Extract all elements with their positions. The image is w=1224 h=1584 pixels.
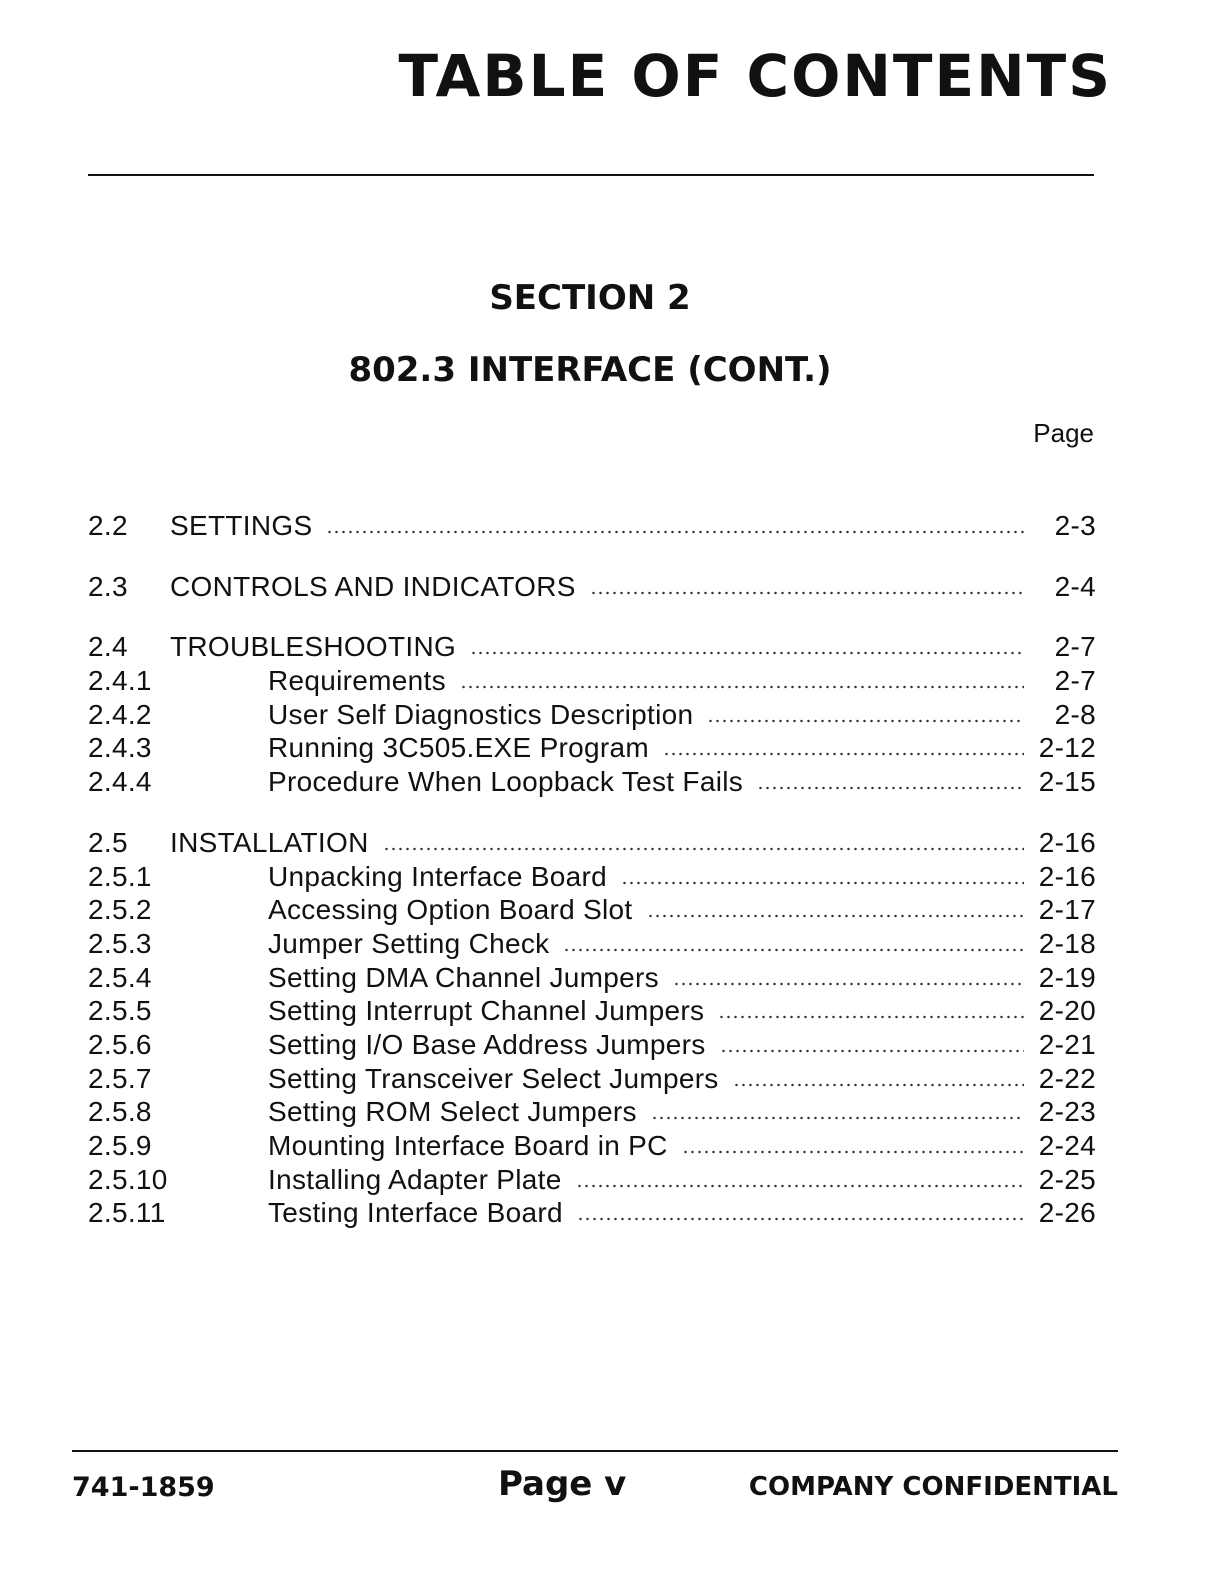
toc-entry-title: Mounting Interface Board in PC: [268, 1130, 668, 1161]
page-number: Page v: [498, 1464, 627, 1504]
toc-entry: [88, 732, 1096, 766]
toc-entry-title: Requirements: [268, 665, 446, 697]
toc-dot-leader: [576, 1183, 1024, 1189]
toc-entry: [88, 699, 1096, 733]
toc-entry-page: 2-7: [1054, 631, 1096, 663]
toc-entry-number: 2.5: [88, 826, 128, 858]
table-of-contents: [88, 510, 1096, 1258]
toc-entry: [88, 894, 1096, 928]
toc-entry-number: 2.5.4: [88, 961, 152, 993]
toc-entry-title: Installing Adapter Plate: [268, 1163, 562, 1195]
toc-entry-number: 2.5.5: [88, 995, 152, 1027]
toc-entry-title: Accessing Option Board Slot: [268, 894, 633, 926]
toc-entry: [88, 827, 1096, 861]
page-column-label: Page: [1033, 418, 1094, 448]
toc-dot-leader: [757, 785, 1024, 791]
toc-dot-leader: [673, 981, 1024, 987]
toc-entry-number: 2.5.11: [88, 1197, 166, 1229]
toc-group: [88, 510, 1096, 544]
toc-entry-title: TROUBLESHOOTING: [170, 631, 457, 663]
toc-entry: [88, 510, 1096, 544]
toc-entry-page: 2-18: [1038, 927, 1096, 959]
document-number: 741-1859: [72, 1472, 215, 1503]
toc-entry-title: Setting Transceiver Select Jumpers: [268, 1062, 719, 1094]
toc-entry-title: Running 3C505.EXE Program: [268, 732, 650, 764]
toc-dot-leader: [733, 1082, 1024, 1088]
toc-entry: [88, 665, 1096, 699]
toc-entry-page: 2-17: [1038, 894, 1096, 926]
toc-entry-number: 2.5.6: [88, 1028, 152, 1060]
toc-entry-page: 2-16: [1038, 826, 1096, 858]
toc-dot-leader: [460, 684, 1024, 690]
toc-entry-title: User Self Diagnostics Description: [268, 698, 694, 730]
toc-entry: [88, 1096, 1096, 1130]
toc-entry-number: 2.4: [88, 631, 128, 663]
toc-entry-page: 2-21: [1038, 1028, 1096, 1060]
toc-entry-title: CONTROLS AND INDICATORS: [170, 570, 576, 602]
toc-entry: [88, 962, 1096, 996]
toc-entry-title: Setting ROM Select Jumpers: [268, 1096, 637, 1128]
toc-entry-number: 2.4.1: [88, 665, 152, 697]
toc-entry-page: 2-12: [1038, 732, 1096, 764]
toc-entry: [88, 1063, 1096, 1097]
toc-entry: [88, 1130, 1096, 1164]
toc-entry: [88, 1164, 1096, 1198]
toc-group: [88, 571, 1096, 605]
toc-entry-title: Jumper Setting Check: [268, 927, 550, 959]
toc-entry-page: 2-20: [1038, 995, 1096, 1027]
toc-entry-page: 2-19: [1038, 961, 1096, 993]
toc-entry-number: 2.5.3: [88, 927, 152, 959]
toc-group: [88, 631, 1096, 799]
toc-dot-leader: [663, 751, 1024, 757]
toc-entry: [88, 1197, 1096, 1231]
toc-entry-title: Testing Interface Board: [268, 1197, 563, 1229]
toc-entry-number: 2.5.9: [88, 1130, 152, 1161]
toc-entry-number: 2.3: [88, 570, 128, 602]
toc-entry-title: Setting Interrupt Channel Jumpers: [268, 995, 705, 1027]
toc-dot-leader: [720, 1048, 1024, 1054]
toc-dot-leader: [621, 880, 1024, 886]
toc-entry-title: Setting I/O Base Address Jumpers: [268, 1028, 706, 1060]
toc-entry-page: 2-8: [1054, 698, 1096, 730]
toc-entry-page: 2-7: [1054, 665, 1096, 697]
toc-entry: [88, 861, 1096, 895]
toc-entry-number: 2.4.2: [88, 698, 152, 730]
toc-dot-leader: [707, 718, 1024, 724]
toc-entry-number: 2.5.8: [88, 1096, 152, 1128]
toc-dot-leader: [651, 1115, 1024, 1121]
toc-entry-title: Unpacking Interface Board: [268, 860, 608, 892]
toc-entry-page: 2-4: [1054, 570, 1096, 602]
toc-dot-leader: [383, 846, 1024, 852]
toc-entry: [88, 928, 1096, 962]
confidentiality-notice: COMPANY CONFIDENTIAL: [748, 1472, 1118, 1502]
toc-entry-number: 2.4.3: [88, 732, 152, 764]
toc-entry-number: 2.4.4: [88, 766, 152, 798]
toc-entry: [88, 766, 1096, 800]
toc-entry: [88, 571, 1096, 605]
toc-group: [88, 827, 1096, 1231]
toc-entry-page: 2-26: [1038, 1197, 1096, 1229]
toc-entry-page: 2-25: [1038, 1163, 1096, 1195]
toc-entry-number: 2.5.7: [88, 1062, 152, 1094]
toc-entry-number: 2.5.2: [88, 894, 152, 926]
toc-entry-page: 2-15: [1038, 766, 1096, 798]
toc-entry-number: 2.2: [88, 510, 128, 541]
toc-entry: [88, 995, 1096, 1029]
toc-entry-page: 2-22: [1038, 1062, 1096, 1094]
toc-dot-leader: [590, 590, 1024, 596]
toc-entry-title: Procedure When Loopback Test Fails: [268, 766, 744, 798]
section-name: 802.3 INTERFACE (CONT.): [348, 350, 832, 390]
header-divider: [88, 174, 1094, 176]
toc-entry-title: INSTALLATION: [170, 826, 369, 858]
toc-dot-leader: [563, 947, 1024, 953]
toc-dot-leader: [326, 529, 1024, 535]
toc-entry: [88, 631, 1096, 665]
toc-dot-leader: [577, 1216, 1024, 1222]
toc-entry-page: 2-23: [1038, 1096, 1096, 1128]
toc-dot-leader: [470, 650, 1024, 656]
toc-entry-number: 2.5.10: [88, 1163, 168, 1195]
toc-entry: [88, 1029, 1096, 1063]
footer-divider: [72, 1450, 1118, 1452]
toc-entry-title: SETTINGS: [170, 510, 313, 541]
toc-entry-number: 2.5.1: [88, 860, 152, 892]
toc-entry-page: 2-3: [1054, 510, 1096, 541]
toc-entry-page: 2-16: [1038, 860, 1096, 892]
section-number: SECTION 2: [489, 278, 691, 318]
toc-entry-page: 2-24: [1038, 1130, 1096, 1161]
toc-entry-title: Setting DMA Channel Jumpers: [268, 961, 659, 993]
toc-dot-leader: [718, 1014, 1024, 1020]
toc-dot-leader: [682, 1149, 1024, 1155]
toc-dot-leader: [647, 913, 1024, 919]
document-title: TABLE OF CONTENTS: [398, 42, 1112, 110]
